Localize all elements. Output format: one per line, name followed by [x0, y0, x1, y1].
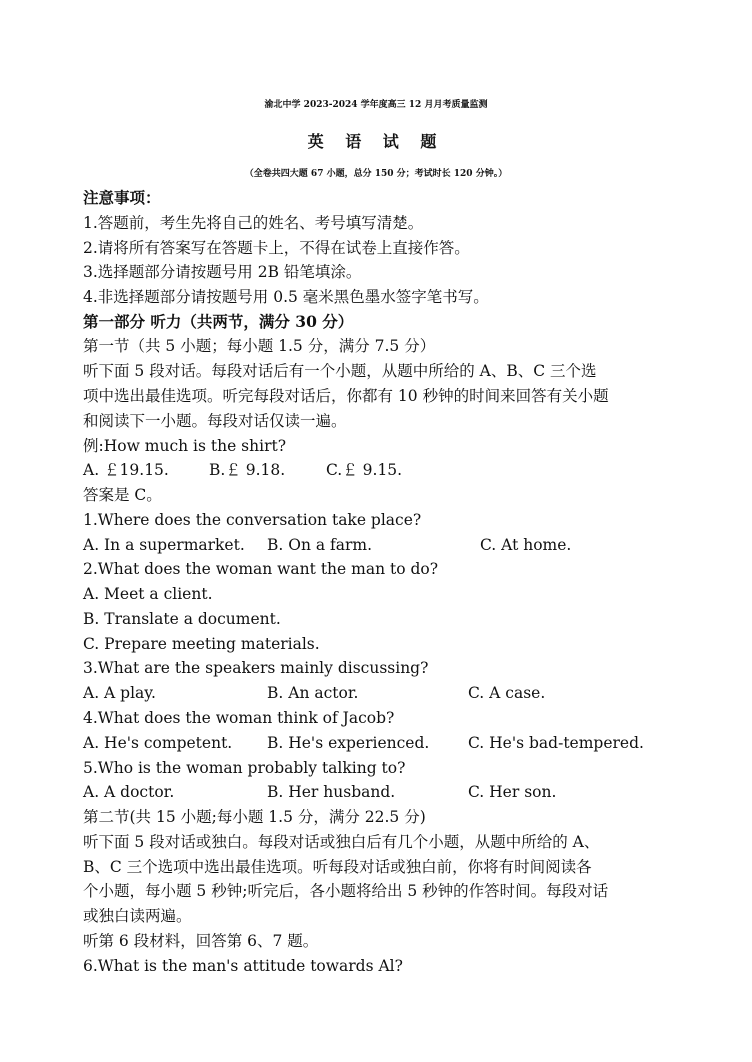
- notice-item: 4.非选择题部分请按题号用 0.5 毫米黑色墨水签字笔书写。: [83, 288, 489, 306]
- section1-instruction: 听下面 5 段对话。每段对话后有一个小题，从题中所给的 A、B、C 三个选: [83, 362, 597, 380]
- question-1: 1.Where does the conversation take place?: [83, 511, 422, 529]
- option-c: C. Prepare meeting materials.: [83, 635, 320, 653]
- notice-item: 3.选择题部分请按题号用 2B 铅笔填涂。: [83, 263, 362, 281]
- section2-instruction: 听下面 5 段对话或独白。每段对话或独白后有几个小题，从题中所给的 A、: [83, 833, 600, 851]
- question-2: 2.What does the woman want the man to do?: [83, 560, 439, 578]
- option-a: A. He's competent.: [83, 734, 233, 752]
- question-6: 6.What is the man's attitude towards Al?: [83, 957, 403, 975]
- notice-item: 1.答题前，考生先将自己的姓名、考号填写清楚。: [83, 214, 424, 232]
- option-c: C. A case.: [468, 684, 546, 702]
- example-answer: 答案是 C。: [83, 486, 162, 504]
- section1-heading: 第一节（共 5 小题；每小题 1.5 分，满分 7.5 分）: [83, 337, 436, 355]
- notice-item: 2.请将所有答案写在答题卡上，不得在试卷上直接作答。: [83, 239, 470, 257]
- option-a: A. In a supermarket.: [83, 536, 245, 554]
- part1-heading: 第一部分 听力（共两节，满分 30 分）: [83, 312, 354, 331]
- subject-title: 英 语 试 题: [307, 132, 445, 151]
- notice-heading: 注意事项：: [83, 188, 161, 207]
- option-b: B. An actor.: [267, 684, 359, 702]
- option-b: B. Translate a document.: [83, 610, 281, 628]
- section1-instruction: 和阅读下一小题。每段对话仅读一遍。: [83, 412, 347, 430]
- option-c: C.￡ 9.15.: [326, 461, 403, 479]
- example-question: 例:How much is the shirt?: [83, 437, 287, 455]
- question-4: 4.What does the woman think of Jacob?: [83, 709, 395, 727]
- option-b: B. On a farm.: [267, 536, 373, 554]
- exam-info: （全卷共四大题 67 小题，总分 150 分；考试时长 120 分钟。）: [244, 169, 508, 179]
- option-b: B. Her husband.: [267, 783, 396, 801]
- section2-heading: 第二节(共 15 小题;每小题 1.5 分，满分 22.5 分): [83, 808, 426, 826]
- option-a: A. A play.: [83, 684, 156, 702]
- option-c: C. Her son.: [468, 783, 557, 801]
- question-3: 3.What are the speakers mainly discussing?: [83, 659, 429, 677]
- option-b: B. He's experienced.: [267, 734, 430, 752]
- option-a: A. ￡19.15.: [83, 461, 169, 479]
- option-b: B.￡ 9.18.: [209, 461, 286, 479]
- section2-instruction: 或独白读两遍。: [83, 907, 192, 925]
- section1-instruction: 项中选出最佳选项。听完每段对话后，你都有 10 秒钟的时间来回答有关小题: [83, 387, 609, 405]
- option-a: A. A doctor.: [83, 783, 175, 801]
- material-note: 听第 6 段材料，回答第 6、7 题。: [83, 932, 319, 950]
- section2-instruction: B、C 三个选项中选出最佳选项。听每段对话或独白前，你将有时间阅读各: [83, 858, 592, 876]
- option-c: C. He's bad-tempered.: [468, 734, 644, 752]
- option-c: C. At home.: [480, 536, 572, 554]
- exam-title: 渝北中学 2023-2024 学年度高三 12 月月考质量监测: [264, 100, 488, 110]
- option-a: A. Meet a client.: [83, 585, 213, 603]
- section2-instruction: 个小题，每小题 5 秒钟;听完后，各小题将给出 5 秒钟的作答时间。每段对话: [83, 882, 609, 900]
- question-5: 5.Who is the woman probably talking to?: [83, 759, 406, 777]
